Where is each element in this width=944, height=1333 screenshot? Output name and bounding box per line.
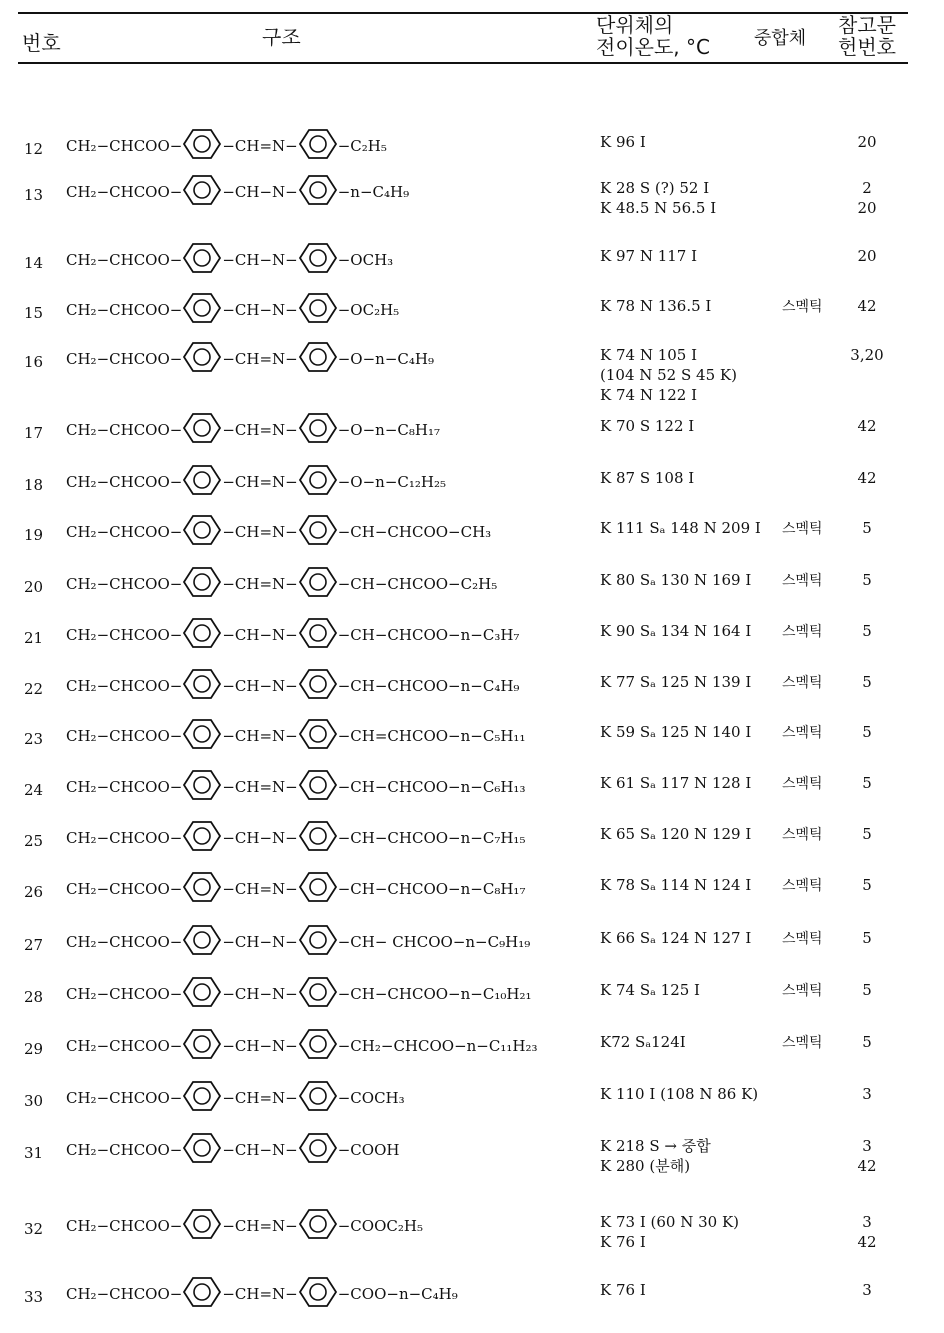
formula-terminal-group: −CH−CHCOO−n−C₇H₁₅ bbox=[337, 829, 526, 847]
table-row bbox=[0, 1134, 944, 1174]
benzene-ring-icon bbox=[298, 1208, 338, 1244]
structure-formula bbox=[66, 926, 530, 958]
transition-temperatures bbox=[600, 416, 694, 436]
formula-link-group: −CH−N− bbox=[222, 677, 298, 695]
compound-number: 12 bbox=[24, 140, 44, 158]
header-structure: 구조 bbox=[262, 25, 301, 49]
benzene-ring-icon bbox=[182, 566, 222, 602]
reference-number: 3,20 bbox=[850, 346, 884, 364]
compound-number: 14 bbox=[24, 254, 44, 272]
table-row bbox=[0, 926, 944, 966]
reference-number: 5 bbox=[862, 825, 872, 843]
structure-formula bbox=[66, 568, 497, 600]
table-row bbox=[0, 978, 944, 1018]
benzene-ring-icon bbox=[298, 412, 338, 448]
reference-number: 42 bbox=[857, 297, 877, 315]
transition-line: K 74 N 122 I bbox=[600, 386, 698, 404]
polymer-phase: 스멕틱 bbox=[782, 827, 823, 843]
structure-formula bbox=[66, 771, 525, 803]
formula-left-group: CH₂−CHCOO− bbox=[66, 350, 183, 368]
compound-number: 31 bbox=[24, 1144, 44, 1162]
benzene-ring-icon bbox=[182, 820, 222, 856]
structure-formula bbox=[66, 1030, 537, 1062]
header-ref-line2: 헌번호 bbox=[838, 35, 896, 59]
transition-line: K 74 Sₐ 125 I bbox=[600, 981, 700, 999]
formula-terminal-group: −COOH bbox=[337, 1141, 400, 1159]
compound-number: 15 bbox=[24, 304, 44, 322]
transition-temperatures bbox=[600, 1084, 758, 1104]
transition-line: K72 Sₐ124I bbox=[600, 1033, 686, 1051]
header-ref-line1: 참고문 bbox=[838, 13, 896, 37]
transition-line: K 218 S → 중합 bbox=[600, 1137, 711, 1155]
table-row bbox=[0, 466, 944, 506]
structure-formula bbox=[66, 294, 399, 326]
table-top-rule bbox=[18, 12, 908, 14]
transition-line: K 48.5 N 56.5 I bbox=[600, 199, 717, 217]
polymer-phase: 스멕틱 bbox=[782, 521, 823, 537]
compound-number: 28 bbox=[24, 988, 44, 1006]
transition-temperatures bbox=[600, 1136, 711, 1176]
reference-number: 42 bbox=[857, 1233, 877, 1251]
reference-numbers bbox=[842, 672, 892, 692]
formula-terminal-group: −CH−CHCOO−n−C₃H₇ bbox=[337, 626, 520, 644]
transition-line: K 78 N 136.5 I bbox=[600, 297, 712, 315]
table-row bbox=[0, 414, 944, 454]
benzene-ring-icon bbox=[182, 718, 222, 754]
reference-number: 5 bbox=[862, 571, 872, 589]
benzene-ring-icon bbox=[182, 464, 222, 500]
reference-numbers bbox=[842, 570, 892, 590]
polymer-phase: 스멕틱 bbox=[782, 624, 823, 640]
formula-left-group: CH₂−CHCOO− bbox=[66, 677, 183, 695]
structure-formula bbox=[66, 244, 393, 276]
polymer-phase: 스멕틱 bbox=[782, 725, 823, 741]
formula-link-group: −CH−N− bbox=[222, 301, 298, 319]
polymer-phase: 스멕틱 bbox=[782, 983, 823, 999]
transition-temperatures bbox=[600, 468, 694, 488]
benzene-ring-icon bbox=[298, 292, 338, 328]
benzene-ring-icon bbox=[298, 976, 338, 1012]
benzene-ring-icon bbox=[298, 174, 338, 210]
benzene-ring-icon bbox=[182, 514, 222, 550]
transition-line: K 61 Sₐ 117 N 128 I bbox=[600, 774, 752, 792]
structure-formula bbox=[66, 130, 387, 162]
table-row bbox=[0, 244, 944, 284]
benzene-ring-icon bbox=[182, 871, 222, 907]
structure-formula bbox=[66, 1134, 399, 1166]
formula-left-group: CH₂−CHCOO− bbox=[66, 1217, 183, 1235]
compound-number: 23 bbox=[24, 730, 44, 748]
benzene-ring-icon bbox=[298, 668, 338, 704]
formula-terminal-group: −CH−CHCOO−n−C₆H₁₃ bbox=[337, 778, 526, 796]
compound-number: 22 bbox=[24, 680, 44, 698]
transition-line: K 77 Sₐ 125 N 139 I bbox=[600, 673, 752, 691]
benzene-ring-icon bbox=[298, 514, 338, 550]
formula-link-group: −CH−N− bbox=[222, 183, 298, 201]
transition-line: K 74 N 105 I bbox=[600, 346, 698, 364]
reference-number: 5 bbox=[862, 673, 872, 691]
formula-left-group: CH₂−CHCOO− bbox=[66, 985, 183, 1003]
compound-number: 20 bbox=[24, 578, 44, 596]
structure-formula bbox=[66, 670, 519, 702]
polymer-phase: 스멕틱 bbox=[782, 299, 823, 315]
formula-left-group: CH₂−CHCOO− bbox=[66, 727, 183, 745]
transition-temperatures bbox=[600, 518, 761, 538]
benzene-ring-icon bbox=[298, 242, 338, 278]
benzene-ring-icon bbox=[298, 1276, 338, 1312]
formula-terminal-group: −COO−n−C₄H₉ bbox=[337, 1285, 458, 1303]
table-row bbox=[0, 176, 944, 216]
reference-numbers bbox=[842, 178, 892, 218]
transition-temperatures bbox=[600, 672, 751, 692]
formula-left-group: CH₂−CHCOO− bbox=[66, 1037, 183, 1055]
structure-formula bbox=[66, 1082, 405, 1114]
polymer-phase: 스멕틱 bbox=[782, 931, 823, 947]
compound-number: 16 bbox=[24, 353, 44, 371]
formula-left-group: CH₂−CHCOO− bbox=[66, 473, 183, 491]
compound-number: 18 bbox=[24, 476, 44, 494]
transition-line: K 110 I (108 N 86 K) bbox=[600, 1085, 759, 1103]
table-row bbox=[0, 130, 944, 170]
formula-left-group: CH₂−CHCOO− bbox=[66, 1285, 183, 1303]
transition-temperatures bbox=[600, 875, 751, 895]
benzene-ring-icon bbox=[182, 128, 222, 164]
benzene-ring-icon bbox=[298, 769, 338, 805]
structure-formula bbox=[66, 873, 525, 905]
benzene-ring-icon bbox=[182, 292, 222, 328]
table-row bbox=[0, 294, 944, 334]
benzene-ring-icon bbox=[182, 617, 222, 653]
structure-formula bbox=[66, 720, 525, 752]
reference-number: 5 bbox=[862, 1033, 872, 1051]
transition-line: K 78 Sₐ 114 N 124 I bbox=[600, 876, 752, 894]
formula-terminal-group: −O−n−C₈H₁₇ bbox=[337, 421, 440, 439]
reference-number: 42 bbox=[857, 469, 877, 487]
table-row bbox=[0, 1030, 944, 1070]
reference-numbers bbox=[842, 416, 892, 436]
transition-line: K 87 S 108 I bbox=[600, 469, 695, 487]
reference-numbers bbox=[842, 980, 892, 1000]
structure-formula bbox=[66, 516, 491, 548]
benzene-ring-icon bbox=[298, 341, 338, 377]
formula-link-group: −CH−N− bbox=[222, 1141, 298, 1159]
formula-left-group: CH₂−CHCOO− bbox=[66, 575, 183, 593]
formula-left-group: CH₂−CHCOO− bbox=[66, 880, 183, 898]
formula-terminal-group: −CH−CHCOO−n−C₁₀H₂₁ bbox=[337, 985, 532, 1003]
benzene-ring-icon bbox=[182, 174, 222, 210]
reference-numbers bbox=[842, 722, 892, 742]
header-polymer: 중합체 bbox=[754, 28, 807, 49]
reference-number: 5 bbox=[862, 723, 872, 741]
formula-link-group: −CH=N− bbox=[222, 1217, 298, 1235]
transition-line: K 76 I bbox=[600, 1233, 646, 1251]
benzene-ring-icon bbox=[298, 820, 338, 856]
formula-link-group: −CH=N− bbox=[222, 880, 298, 898]
table-row bbox=[0, 1082, 944, 1122]
formula-link-group: −CH=N− bbox=[222, 137, 298, 155]
transition-temperatures bbox=[600, 178, 716, 218]
benzene-ring-icon bbox=[182, 769, 222, 805]
benzene-ring-icon bbox=[182, 412, 222, 448]
formula-link-group: −CH=N− bbox=[222, 1089, 298, 1107]
header-bottom-rule bbox=[18, 62, 908, 64]
formula-link-group: −CH−N− bbox=[222, 933, 298, 951]
benzene-ring-icon bbox=[298, 924, 338, 960]
formula-left-group: CH₂−CHCOO− bbox=[66, 829, 183, 847]
formula-link-group: −CH=N− bbox=[222, 575, 298, 593]
formula-left-group: CH₂−CHCOO− bbox=[66, 1089, 183, 1107]
reference-numbers bbox=[842, 824, 892, 844]
reference-number: 42 bbox=[857, 417, 877, 435]
formula-terminal-group: −CH−CHCOO−n−C₄H₉ bbox=[337, 677, 520, 695]
transition-line: K 76 I bbox=[600, 1281, 646, 1299]
reference-numbers bbox=[842, 1136, 892, 1176]
table-row bbox=[0, 822, 944, 862]
header-no: 번호 bbox=[22, 31, 61, 55]
transition-line: K 59 Sₐ 125 N 140 I bbox=[600, 723, 752, 741]
table-row bbox=[0, 516, 944, 556]
compound-number: 30 bbox=[24, 1092, 44, 1110]
reference-numbers bbox=[842, 1212, 892, 1252]
benzene-ring-icon bbox=[298, 871, 338, 907]
reference-number: 5 bbox=[862, 981, 872, 999]
polymer-phase: 스멕틱 bbox=[782, 573, 823, 589]
transition-temperatures bbox=[600, 773, 751, 793]
reference-numbers bbox=[842, 246, 892, 266]
header-transition-line1: 단위체의 bbox=[596, 13, 674, 37]
benzene-ring-icon bbox=[298, 566, 338, 602]
formula-link-group: −CH−N− bbox=[222, 985, 298, 1003]
formula-terminal-group: −O−n−C₄H₉ bbox=[337, 350, 434, 368]
benzene-ring-icon bbox=[182, 1208, 222, 1244]
formula-link-group: −CH=N− bbox=[222, 523, 298, 541]
structure-formula bbox=[66, 822, 525, 854]
transition-temperatures bbox=[600, 621, 751, 641]
transition-temperatures bbox=[600, 132, 646, 152]
transition-line: K 280 (분해) bbox=[600, 1157, 691, 1175]
reference-numbers bbox=[842, 928, 892, 948]
transition-line: K 73 I (60 N 30 K) bbox=[600, 1213, 740, 1231]
structure-formula bbox=[66, 1210, 423, 1242]
benzene-ring-icon bbox=[182, 1276, 222, 1312]
structure-formula bbox=[66, 466, 446, 498]
compound-number: 29 bbox=[24, 1040, 44, 1058]
structure-formula bbox=[66, 1278, 458, 1310]
reference-number: 20 bbox=[857, 199, 877, 217]
polymer-phase: 스멕틱 bbox=[782, 675, 823, 691]
benzene-ring-icon bbox=[182, 924, 222, 960]
formula-terminal-group: −CH₂−CHCOO−n−C₁₁H₂₃ bbox=[337, 1037, 538, 1055]
formula-terminal-group: −COOC₂H₅ bbox=[337, 1217, 423, 1235]
formula-left-group: CH₂−CHCOO− bbox=[66, 933, 183, 951]
structure-formula bbox=[66, 414, 440, 446]
reference-numbers bbox=[842, 296, 892, 316]
formula-left-group: CH₂−CHCOO− bbox=[66, 523, 183, 541]
transition-line: K 80 Sₐ 130 N 169 I bbox=[600, 571, 752, 589]
reference-number: 3 bbox=[862, 1281, 872, 1299]
formula-left-group: CH₂−CHCOO− bbox=[66, 137, 183, 155]
benzene-ring-icon bbox=[298, 1132, 338, 1168]
compound-number: 13 bbox=[24, 186, 44, 204]
reference-number: 2 bbox=[862, 179, 872, 197]
table-row bbox=[0, 873, 944, 913]
table-row bbox=[0, 1278, 944, 1318]
formula-link-group: −CH=N− bbox=[222, 473, 298, 491]
transition-temperatures bbox=[600, 1280, 646, 1300]
benzene-ring-icon bbox=[182, 1080, 222, 1116]
polymer-phase: 스멕틱 bbox=[782, 1035, 823, 1051]
formula-link-group: −CH−N− bbox=[222, 1037, 298, 1055]
transition-temperatures bbox=[600, 246, 697, 266]
formula-link-group: −CH=N− bbox=[222, 778, 298, 796]
formula-link-group: −CH−N− bbox=[222, 251, 298, 269]
reference-number: 5 bbox=[862, 876, 872, 894]
reference-number: 20 bbox=[857, 133, 877, 151]
transition-line: K 66 Sₐ 124 N 127 I bbox=[600, 929, 752, 947]
transition-line: K 96 I bbox=[600, 133, 646, 151]
compound-number: 33 bbox=[24, 1288, 44, 1306]
transition-temperatures bbox=[600, 722, 751, 742]
transition-temperatures bbox=[600, 824, 751, 844]
structure-formula bbox=[66, 176, 409, 208]
benzene-ring-icon bbox=[298, 1080, 338, 1116]
reference-number: 5 bbox=[862, 622, 872, 640]
transition-temperatures bbox=[600, 1032, 686, 1052]
formula-terminal-group: −CH−CHCOO−n−C₈H₁₇ bbox=[337, 880, 526, 898]
benzene-ring-icon bbox=[182, 242, 222, 278]
transition-temperatures bbox=[600, 296, 711, 316]
reference-number: 3 bbox=[862, 1213, 872, 1231]
benzene-ring-icon bbox=[298, 718, 338, 754]
compound-number: 26 bbox=[24, 883, 44, 901]
table-row bbox=[0, 1210, 944, 1250]
transition-temperatures bbox=[600, 980, 700, 1000]
compound-number: 25 bbox=[24, 832, 44, 850]
compound-number: 19 bbox=[24, 526, 44, 544]
reference-numbers bbox=[842, 1280, 892, 1300]
reference-number: 42 bbox=[857, 1157, 877, 1175]
formula-terminal-group: −CH−CHCOO−CH₃ bbox=[337, 523, 492, 541]
formula-link-group: −CH=N− bbox=[222, 350, 298, 368]
reference-number: 20 bbox=[857, 247, 877, 265]
formula-left-group: CH₂−CHCOO− bbox=[66, 251, 183, 269]
reference-numbers bbox=[842, 345, 892, 365]
formula-terminal-group: −OCH₃ bbox=[337, 251, 394, 269]
transition-line: (104 N 52 S 45 K) bbox=[600, 366, 737, 384]
formula-link-group: −CH=N− bbox=[222, 1285, 298, 1303]
transition-temperatures bbox=[600, 1212, 739, 1252]
structure-formula bbox=[66, 619, 519, 651]
polymer-phase: 스멕틱 bbox=[782, 878, 823, 894]
compound-number: 27 bbox=[24, 936, 44, 954]
table-row bbox=[0, 619, 944, 659]
formula-terminal-group: −CH−CHCOO−C₂H₅ bbox=[337, 575, 498, 593]
transition-line: K 111 Sₐ 148 N 209 I bbox=[600, 519, 761, 537]
transition-temperatures bbox=[600, 928, 751, 948]
reference-numbers bbox=[842, 1032, 892, 1052]
benzene-ring-icon bbox=[298, 128, 338, 164]
benzene-ring-icon bbox=[298, 617, 338, 653]
formula-terminal-group: −CH− CHCOO−n−C₉H₁₉ bbox=[337, 933, 531, 951]
formula-terminal-group: −C₂H₅ bbox=[337, 137, 387, 155]
table-row bbox=[0, 343, 944, 404]
transition-temperatures bbox=[600, 570, 751, 590]
transition-line: K 90 Sₐ 134 N 164 I bbox=[600, 622, 752, 640]
compound-number: 21 bbox=[24, 629, 44, 647]
transition-line: K 65 Sₐ 120 N 129 I bbox=[600, 825, 752, 843]
compound-number: 24 bbox=[24, 781, 44, 799]
formula-terminal-group: −n−C₄H₉ bbox=[337, 183, 410, 201]
reference-numbers bbox=[842, 875, 892, 895]
benzene-ring-icon bbox=[182, 1132, 222, 1168]
table-row bbox=[0, 771, 944, 811]
structure-formula bbox=[66, 343, 434, 375]
reference-numbers bbox=[842, 132, 892, 152]
benzene-ring-icon bbox=[182, 976, 222, 1012]
benzene-ring-icon bbox=[298, 464, 338, 500]
transition-line: K 70 S 122 I bbox=[600, 417, 695, 435]
formula-left-group: CH₂−CHCOO− bbox=[66, 421, 183, 439]
reference-number: 5 bbox=[862, 519, 872, 537]
header-transition-line2: 전이온도, °C bbox=[596, 35, 710, 59]
reference-numbers bbox=[842, 518, 892, 538]
transition-line: K 97 N 117 I bbox=[600, 247, 698, 265]
compound-number: 17 bbox=[24, 424, 44, 442]
formula-terminal-group: −O−n−C₁₂H₂₅ bbox=[337, 473, 447, 491]
benzene-ring-icon bbox=[182, 1028, 222, 1064]
reference-numbers bbox=[842, 773, 892, 793]
formula-terminal-group: −CH=CHCOO−n−C₅H₁₁ bbox=[337, 727, 526, 745]
reference-numbers bbox=[842, 621, 892, 641]
formula-left-group: CH₂−CHCOO− bbox=[66, 301, 183, 319]
formula-terminal-group: −OC₂H₅ bbox=[337, 301, 400, 319]
reference-numbers bbox=[842, 1084, 892, 1104]
reference-number: 5 bbox=[862, 774, 872, 792]
compound-number: 32 bbox=[24, 1220, 44, 1238]
formula-terminal-group: −COCH₃ bbox=[337, 1089, 405, 1107]
transition-line: K 28 S (?) 52 I bbox=[600, 179, 710, 197]
reference-number: 3 bbox=[862, 1085, 872, 1103]
table-row bbox=[0, 670, 944, 710]
formula-link-group: −CH−N− bbox=[222, 626, 298, 644]
formula-left-group: CH₂−CHCOO− bbox=[66, 1141, 183, 1159]
reference-number: 5 bbox=[862, 929, 872, 947]
formula-left-group: CH₂−CHCOO− bbox=[66, 183, 183, 201]
table-row bbox=[0, 568, 944, 608]
transition-temperatures bbox=[600, 345, 737, 405]
formula-left-group: CH₂−CHCOO− bbox=[66, 626, 183, 644]
formula-link-group: −CH=N− bbox=[222, 421, 298, 439]
table-row bbox=[0, 720, 944, 760]
polymer-phase: 스멕틱 bbox=[782, 776, 823, 792]
reference-number: 3 bbox=[862, 1137, 872, 1155]
formula-link-group: −CH=N− bbox=[222, 727, 298, 745]
benzene-ring-icon bbox=[298, 1028, 338, 1064]
reference-numbers bbox=[842, 468, 892, 488]
formula-link-group: −CH−N− bbox=[222, 829, 298, 847]
structure-formula bbox=[66, 978, 531, 1010]
benzene-ring-icon bbox=[182, 341, 222, 377]
benzene-ring-icon bbox=[182, 668, 222, 704]
formula-left-group: CH₂−CHCOO− bbox=[66, 778, 183, 796]
